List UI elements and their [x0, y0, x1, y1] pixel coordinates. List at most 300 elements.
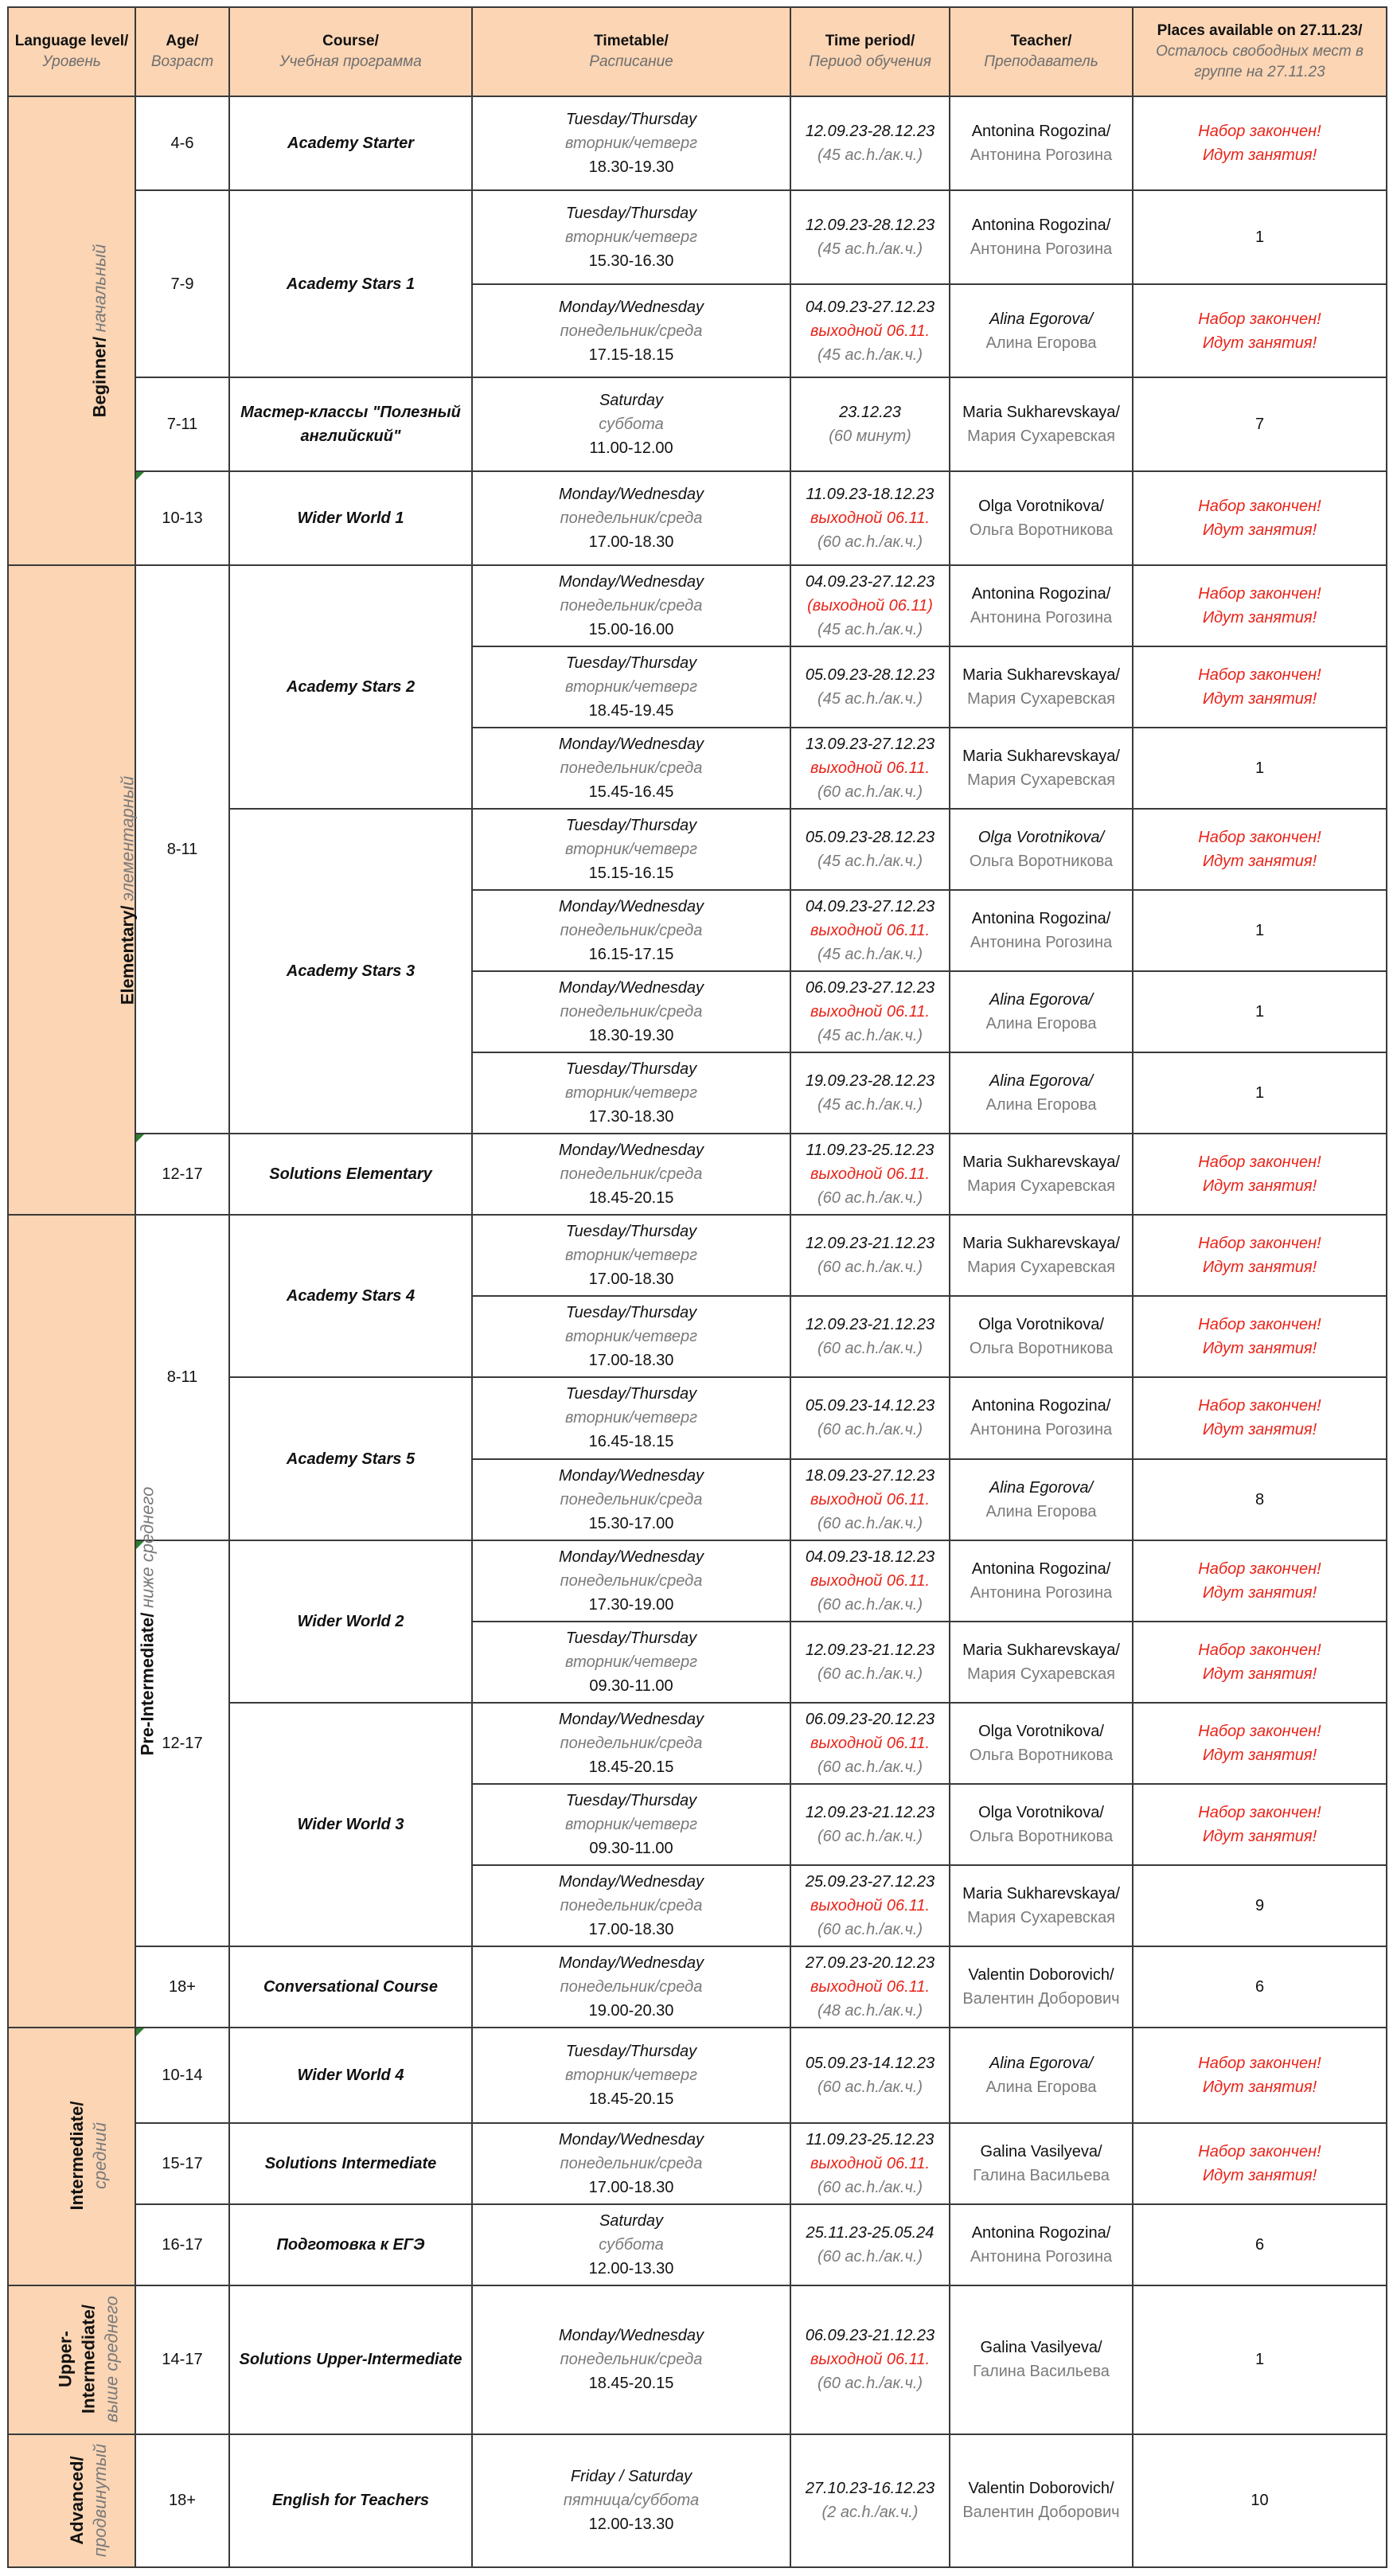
header-row — [8, 7, 1387, 96]
timetable-days-en: Monday/Wednesday — [559, 2130, 704, 2149]
period-cell — [790, 1377, 950, 1458]
enrollment-closed: Набор закончен! — [1198, 1722, 1321, 1740]
course-name: Conversational Course — [229, 1946, 472, 2028]
level-name-en: Elementary/ — [117, 905, 138, 1005]
period-holiday: выходной 06.11. — [810, 2154, 931, 2172]
teacher-name-ru: Алина Егорова — [985, 334, 1097, 352]
level-label — [66, 2080, 112, 2231]
timetable-time: 18.45-20.15 — [588, 2090, 674, 2108]
places-cell — [1133, 471, 1387, 565]
level-cell — [8, 565, 138, 1215]
teacher-name-en: Olga Vorotnikova/ — [977, 829, 1105, 847]
places-cell — [1133, 1377, 1387, 1458]
period-cell — [790, 2434, 950, 2567]
age-cell: 10-14 — [135, 2028, 229, 2123]
level-name-ru: ниже среднего — [137, 1486, 158, 1609]
period-dates: 04.09.23-27.12.23 — [805, 298, 935, 316]
timetable-cell — [472, 96, 790, 190]
places-cell — [1133, 2285, 1387, 2434]
teacher-cell — [950, 2028, 1133, 2123]
places-count: 1 — [1254, 1084, 1265, 1103]
period-cell — [790, 728, 950, 809]
period-hours: (60 ac.h./ак.ч.) — [817, 1827, 923, 1845]
period-dates: 05.09.23-14.12.23 — [805, 1397, 935, 1415]
enrollment-closed: Набор закончен! — [1198, 1235, 1321, 1253]
places-count: 1 — [1254, 228, 1265, 247]
classes-ongoing: Идут занятия! — [1202, 1340, 1317, 1358]
timetable-days-en: Monday/Wednesday — [559, 1953, 704, 1972]
course-name: Wider World 1 — [229, 471, 472, 565]
level-name-en: Intermediate/ — [67, 2101, 87, 2211]
teacher-name-en: Antonina Rogozina/ — [971, 217, 1111, 235]
places-cell — [1133, 646, 1387, 728]
period-cell — [790, 377, 950, 471]
course-name: Solutions Intermediate — [229, 2123, 472, 2204]
period-dates: 11.09.23-25.12.23 — [806, 2130, 935, 2149]
places-cell — [1133, 1865, 1387, 1946]
teacher-cell — [950, 1946, 1133, 2028]
teacher-name-ru: Ольга Воротникова — [969, 1746, 1114, 1764]
period-dates: 05.09.23-28.12.23 — [805, 829, 935, 847]
teacher-name-en: Antonina Rogozina/ — [971, 910, 1111, 928]
timetable-cell — [472, 1377, 790, 1458]
period-holiday: (выходной 06.11) — [807, 597, 933, 615]
course-name: Wider World 3 — [229, 1703, 472, 1946]
header-level: Language level/ Уровень — [8, 7, 135, 96]
classes-ongoing: Идут занятия! — [1202, 1259, 1317, 1277]
period-holiday: выходной 06.11. — [810, 2351, 931, 2369]
timetable-days-ru: вторник/четверг — [564, 1247, 698, 1265]
header-timetable: Timetable/ Расписание — [472, 7, 790, 96]
timetable-time: 17.00-18.30 — [588, 2178, 674, 2196]
timetable-cell — [472, 1540, 790, 1622]
places-cell — [1133, 377, 1387, 471]
timetable-time: 17.00-18.30 — [588, 533, 674, 552]
teacher-name-en: Galina Vasilyeva/ — [980, 2142, 1102, 2160]
period-dates: 06.09.23-27.12.23 — [805, 979, 935, 997]
level-cell — [8, 96, 135, 565]
period-cell — [790, 1459, 950, 1540]
places-cell — [1133, 890, 1387, 971]
teacher-name-ru: Ольга Воротникова — [969, 1827, 1114, 1845]
table-row — [8, 377, 1387, 471]
teacher-cell — [950, 1784, 1133, 1865]
period-dates: 06.09.23-21.12.23 — [805, 2327, 935, 2345]
teacher-cell — [950, 565, 1133, 646]
places-cell — [1133, 971, 1387, 1052]
teacher-name-ru: Алина Егорова — [985, 1096, 1097, 1114]
timetable-days-en: Tuesday/Thursday — [565, 111, 697, 129]
timetable-time: 17.00-18.30 — [588, 1352, 674, 1370]
classes-ongoing: Идут занятия! — [1202, 609, 1317, 627]
period-cell — [790, 284, 950, 377]
period-dates: 04.09.23-18.12.23 — [805, 1548, 935, 1566]
period-holiday: выходной 06.11. — [810, 509, 931, 528]
teacher-cell — [950, 2123, 1133, 2204]
level-name-en: Advanced/ — [67, 2456, 87, 2545]
teacher-name-en: Olga Vorotnikova/ — [978, 1722, 1104, 1740]
timetable-cell — [472, 565, 790, 646]
teacher-cell — [950, 1052, 1133, 1134]
classes-ongoing: Идут занятия! — [1202, 1665, 1317, 1683]
places-cell — [1133, 1622, 1387, 1703]
teacher-cell — [950, 971, 1133, 1052]
teacher-name-ru: Алина Егорова — [985, 1015, 1097, 1033]
course-name: Academy Stars 1 — [229, 190, 472, 377]
period-holiday: выходной 06.11. — [810, 1977, 931, 1996]
teacher-name-ru: Антонина Рогозина — [970, 1583, 1113, 1602]
teacher-name-ru: Мария Сухаревская — [967, 427, 1115, 446]
teacher-name-ru: Антонина Рогозина — [970, 1421, 1113, 1439]
period-holiday: выходной 06.11. — [810, 759, 931, 778]
course-name: Подготовка к ЕГЭ — [229, 2204, 472, 2285]
period-hours: (60 ac.h./ак.ч.) — [817, 2375, 923, 2393]
classes-ongoing: Идут занятия! — [1202, 690, 1317, 708]
teacher-cell — [950, 1377, 1133, 1458]
teacher-name-en: Maria Sukharevskaya/ — [962, 1153, 1120, 1172]
course-name: Academy Stars 5 — [229, 1377, 472, 1540]
period-cell — [790, 565, 950, 646]
age-cell: 7-9 — [135, 190, 229, 377]
enrollment-closed: Набор закончен! — [1198, 1641, 1321, 1659]
timetable-days-ru: понедельник/среда — [560, 1571, 703, 1590]
age-cell: 12-17 — [135, 1134, 229, 1215]
timetable-days-ru: понедельник/среда — [560, 1734, 703, 1752]
period-holiday: выходной 06.11. — [810, 1490, 931, 1509]
level-label — [55, 2284, 124, 2435]
places-cell — [1133, 1703, 1387, 1784]
classes-ongoing: Идут занятия! — [1202, 521, 1317, 540]
teacher-cell — [950, 1296, 1133, 1377]
teacher-name-ru: Антонина Рогозина — [970, 934, 1113, 952]
teacher-name-en: Olga Vorotnikova/ — [978, 498, 1104, 516]
period-dates: 25.09.23-27.12.23 — [805, 1872, 935, 1891]
period-hours: (60 ac.h./ак.ч.) — [817, 1421, 923, 1439]
places-count: 9 — [1254, 1896, 1265, 1914]
timetable-cell — [472, 1703, 790, 1784]
timetable-days-ru: суббота — [599, 2235, 664, 2254]
period-hours: (60 минут) — [829, 427, 911, 446]
period-hours: (45 ac.h./ак.ч.) — [817, 240, 923, 259]
timetable-days-en: Saturday — [599, 392, 664, 410]
teacher-name-ru: Валентин Доборович — [962, 1989, 1120, 2008]
course-name: Solutions Upper-Intermediate — [229, 2285, 472, 2434]
enrollment-closed: Набор закончен! — [1198, 666, 1321, 685]
timetable-time: 17.15-18.15 — [588, 345, 674, 364]
places-cell — [1133, 809, 1387, 890]
period-cell — [790, 809, 950, 890]
period-hours: (60 ac.h./ак.ч.) — [817, 533, 923, 552]
period-dates: 12.09.23-21.12.23 — [805, 1641, 935, 1659]
timetable-days-en: Tuesday/Thursday — [565, 205, 697, 223]
teacher-cell — [950, 1540, 1133, 1622]
teacher-name-en: Alina Egorova/ — [989, 991, 1094, 1009]
teacher-name-ru: Алина Егорова — [985, 2078, 1097, 2096]
timetable-time: 15.00-16.00 — [588, 621, 674, 639]
table-row — [8, 565, 1387, 646]
places-cell — [1133, 2123, 1387, 2204]
table-row — [8, 1946, 1387, 2028]
timetable-days-en: Monday/Wednesday — [559, 1142, 704, 1160]
level-name-ru: выше среднего — [101, 2296, 122, 2423]
period-dates: 11.09.23-18.12.23 — [806, 486, 935, 504]
teacher-name-ru: Антонина Рогозина — [970, 609, 1113, 627]
period-holiday: выходной 06.11. — [810, 1003, 931, 1021]
enrollment-closed: Набор закончен! — [1198, 829, 1321, 847]
level-label — [115, 776, 140, 1005]
timetable-days-en: Saturday — [599, 2211, 664, 2230]
classes-ongoing: Идут занятия! — [1202, 1583, 1317, 1602]
teacher-name-ru: Мария Сухаревская — [967, 690, 1115, 708]
timetable-cell — [472, 1052, 790, 1134]
period-cell — [790, 2204, 950, 2285]
places-count: 1 — [1254, 922, 1265, 940]
timetable-time: 12.00-13.30 — [588, 2259, 674, 2277]
places-cell — [1133, 2434, 1387, 2567]
places-cell — [1133, 284, 1387, 377]
period-hours: (45 ac.h./ак.ч.) — [817, 621, 923, 639]
timetable-time: 12.00-13.30 — [588, 2516, 674, 2534]
teacher-name-ru: Валентин Доборович — [962, 2504, 1120, 2522]
table-row — [8, 2434, 1387, 2567]
places-cell — [1133, 1215, 1387, 1296]
period-holiday: выходной 06.11. — [810, 322, 931, 340]
places-cell — [1133, 1052, 1387, 1134]
table-row — [8, 190, 1387, 284]
teacher-cell — [950, 2434, 1133, 2567]
timetable-cell — [472, 1946, 790, 2028]
period-dates: 12.09.23-21.12.23 — [805, 1803, 935, 1821]
timetable-cell — [472, 2123, 790, 2204]
age-cell: 8-11 — [135, 1215, 229, 1540]
timetable-time: 17.00-18.30 — [588, 1270, 674, 1289]
timetable-cell — [472, 1134, 790, 1215]
places-count: 6 — [1254, 1977, 1265, 1996]
period-dates: 12.09.23-21.12.23 — [805, 1235, 935, 1253]
classes-ongoing: Идут занятия! — [1202, 1746, 1317, 1764]
teacher-name-en: Antonina Rogozina/ — [971, 1397, 1111, 1415]
course-name: Wider World 2 — [229, 1540, 472, 1703]
timetable-days-ru: понедельник/среда — [560, 1977, 703, 1996]
timetable-cell — [472, 2285, 790, 2434]
places-cell — [1133, 565, 1387, 646]
timetable-cell — [472, 471, 790, 565]
period-dates: 27.10.23-16.12.23 — [805, 2480, 935, 2498]
period-cell — [790, 1865, 950, 1946]
places-cell — [1133, 2204, 1387, 2285]
enrollment-closed: Набор закончен! — [1198, 310, 1321, 328]
enrollment-closed: Набор закончен! — [1198, 585, 1321, 603]
timetable-time: 16.15-17.15 — [588, 946, 674, 964]
timetable-time: 09.30-11.00 — [589, 1676, 673, 1695]
timetable-days-en: Tuesday/Thursday — [565, 1385, 697, 1403]
teacher-name-en: Alina Egorova/ — [989, 1072, 1094, 1091]
places-count: 1 — [1254, 759, 1265, 778]
teacher-name-ru: Мария Сухаревская — [967, 1259, 1115, 1277]
timetable-time: 15.30-16.30 — [588, 252, 674, 271]
timetable-days-ru: вторник/четверг — [564, 1328, 698, 1346]
teacher-cell — [950, 2285, 1133, 2434]
timetable-time: 16.45-18.15 — [588, 1433, 674, 1451]
header-places: Places available on 27.11.23/ Осталось свободных мест в группе на 27.11.23 — [1133, 7, 1387, 96]
timetable-days-ru: понедельник/среда — [560, 1165, 703, 1184]
period-cell — [790, 1215, 950, 1296]
period-cell — [790, 1134, 950, 1215]
period-hours: (45 ac.h./ак.ч.) — [817, 1027, 923, 1045]
timetable-days-ru: понедельник/среда — [560, 1896, 703, 1914]
level-cell — [8, 1215, 158, 2027]
period-hours: (60 ac.h./ак.ч.) — [817, 2247, 923, 2266]
timetable-days-ru: вторник/четверг — [564, 1409, 698, 1427]
teacher-cell — [950, 190, 1133, 284]
timetable-days-en: Monday/Wednesday — [559, 1872, 704, 1891]
table-row — [8, 471, 1387, 565]
period-cell — [790, 2028, 950, 2123]
age-cell: 10-13 — [135, 471, 229, 565]
schedule-table — [7, 6, 1387, 2568]
teacher-name-en: Alina Egorova/ — [989, 1478, 1094, 1497]
timetable-days-en: Monday/Wednesday — [559, 486, 704, 504]
age-cell: 18+ — [135, 2434, 229, 2567]
teacher-name-ru: Антонина Рогозина — [970, 2247, 1113, 2266]
period-cell — [790, 2285, 950, 2434]
period-hours: (60 ac.h./ак.ч.) — [817, 1665, 923, 1683]
teacher-cell — [950, 890, 1133, 971]
teacher-cell — [950, 1459, 1133, 1540]
teacher-cell — [950, 284, 1133, 377]
teacher-cell — [950, 1865, 1133, 1946]
timetable-days-en: Tuesday/Thursday — [565, 1791, 697, 1809]
table-row — [8, 2204, 1387, 2285]
teacher-name-en: Olga Vorotnikova/ — [978, 1316, 1104, 1334]
timetable-time: 18.45-20.15 — [588, 1189, 674, 1208]
course-name: Wider World 4 — [229, 2028, 472, 2123]
age-cell: 12-17 — [135, 1540, 229, 1946]
level-name-en: Pre-Intermediate/ — [137, 1612, 158, 1756]
timetable-cell — [472, 646, 790, 728]
teacher-cell — [950, 377, 1133, 471]
period-hours: (60 ac.h./ак.ч.) — [817, 1340, 923, 1358]
period-hours: (60 ac.h./ак.ч.) — [817, 1259, 923, 1277]
teacher-name-en: Alina Egorova/ — [989, 2054, 1094, 2072]
teacher-name-en: Valentin Doborovich/ — [968, 1965, 1114, 1984]
period-dates: 25.11.23-25.05.24 — [806, 2223, 935, 2242]
teacher-cell — [950, 809, 1133, 890]
teacher-cell — [950, 1622, 1133, 1703]
teacher-name-ru: Антонина Рогозина — [970, 146, 1113, 165]
timetable-days-en: Monday/Wednesday — [559, 736, 704, 754]
period-hours: (60 ac.h./ак.ч.) — [817, 1514, 923, 1532]
timetable-cell — [472, 190, 790, 284]
period-cell — [790, 1296, 950, 1377]
timetable-days-ru: вторник/четверг — [564, 1653, 698, 1671]
teacher-cell — [950, 2204, 1133, 2285]
age-cell: 4-6 — [135, 96, 229, 190]
period-hours: (45 ac.h./ак.ч.) — [817, 345, 923, 364]
period-cell — [790, 890, 950, 971]
timetable-days-en: Tuesday/Thursday — [565, 1629, 697, 1647]
teacher-cell — [950, 471, 1133, 565]
timetable-time: 18.45-20.15 — [588, 2375, 674, 2393]
timetable-time: 09.30-11.00 — [589, 1839, 673, 1857]
period-dates: 13.09.23-27.12.23 — [805, 736, 935, 754]
timetable-days-en: Tuesday/Thursday — [565, 1223, 697, 1241]
period-hours: (45 ac.h./ак.ч.) — [817, 146, 923, 165]
enrollment-closed: Набор закончен! — [1198, 2054, 1321, 2072]
teacher-name-en: Maria Sukharevskaya/ — [962, 1641, 1120, 1659]
period-cell — [790, 1052, 950, 1134]
header-age: Age/ Возраст — [135, 7, 229, 96]
timetable-cell — [472, 2204, 790, 2285]
teacher-name-en: Maria Sukharevskaya/ — [962, 1884, 1120, 1903]
teacher-cell — [950, 646, 1133, 728]
teacher-name-en: Maria Sukharevskaya/ — [962, 404, 1120, 422]
places-count: 8 — [1254, 1490, 1265, 1509]
places-count: 6 — [1254, 2235, 1265, 2254]
places-cell — [1133, 1540, 1387, 1622]
places-cell — [1133, 1946, 1387, 2028]
timetable-time: 15.30-17.00 — [588, 1514, 674, 1532]
places-cell — [1133, 1134, 1387, 1215]
timetable-time: 18.30-19.30 — [588, 1027, 674, 1045]
timetable-days-en: Tuesday/Thursday — [565, 817, 697, 835]
period-dates: 12.09.23-28.12.23 — [805, 217, 935, 235]
classes-ongoing: Идут занятия! — [1202, 2166, 1317, 2184]
teacher-cell — [950, 728, 1133, 809]
period-dates: 12.09.23-21.12.23 — [805, 1316, 935, 1334]
table-row — [8, 1134, 1387, 1215]
period-holiday: выходной 06.11. — [810, 1896, 931, 1914]
period-cell — [790, 2123, 950, 2204]
timetable-days-ru: понедельник/среда — [560, 322, 703, 340]
level-name-ru: элементарный — [117, 775, 138, 901]
course-name: Academy Starter — [229, 96, 472, 190]
table-row — [8, 1540, 1387, 1622]
timetable-cell — [472, 890, 790, 971]
places-cell — [1133, 190, 1387, 284]
teacher-name-en: Maria Sukharevskaya/ — [962, 666, 1120, 685]
period-holiday: выходной 06.11. — [810, 1734, 931, 1752]
timetable-cell — [472, 2028, 790, 2123]
timetable-cell — [472, 1622, 790, 1703]
period-dates: 27.09.23-20.12.23 — [805, 1953, 935, 1972]
classes-ongoing: Идут занятия! — [1202, 1827, 1317, 1845]
timetable-time: 18.45-20.15 — [588, 1758, 674, 1776]
header-teacher: Teacher/ Преподаватель — [950, 7, 1133, 96]
level-name-ru: начальный — [89, 244, 110, 333]
teacher-name-ru: Мария Сухаревская — [967, 1665, 1115, 1683]
period-cell — [790, 190, 950, 284]
teacher-name-ru: Ольга Воротникова — [969, 853, 1114, 871]
period-cell — [790, 96, 950, 190]
teacher-name-en: Antonina Rogozina/ — [971, 2223, 1111, 2242]
timetable-days-en: Friday / Saturday — [570, 2468, 693, 2486]
places-count: 1 — [1254, 1003, 1265, 1021]
period-dates: 23.12.23 — [839, 404, 901, 422]
age-cell: 14-17 — [135, 2285, 229, 2434]
timetable-time: 11.00-12.00 — [589, 439, 673, 458]
period-hours: (45 ac.h./ак.ч.) — [817, 853, 923, 871]
timetable-days-en: Monday/Wednesday — [559, 1466, 704, 1485]
table-row — [8, 96, 1387, 190]
timetable-days-ru: вторник/четверг — [564, 2066, 698, 2084]
teacher-name-en: Maria Sukharevskaya/ — [962, 1235, 1120, 1253]
timetable-days-ru: вторник/четверг — [564, 228, 698, 247]
enrollment-closed: Набор закончен! — [1198, 498, 1321, 516]
period-dates: 05.09.23-14.12.23 — [805, 2054, 935, 2072]
period-cell — [790, 971, 950, 1052]
timetable-days-ru: понедельник/среда — [560, 2154, 703, 2172]
